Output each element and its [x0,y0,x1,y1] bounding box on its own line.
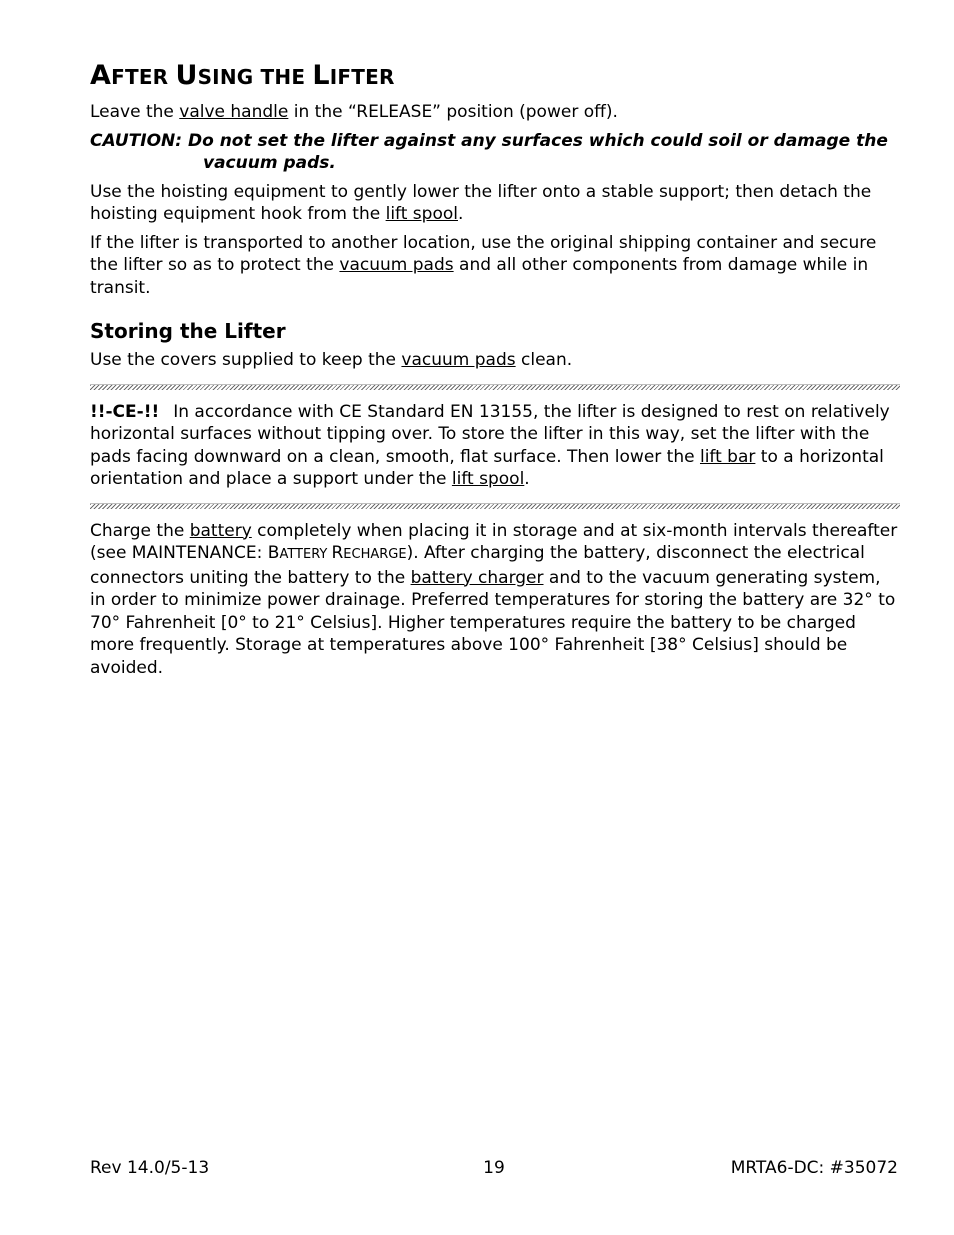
lift-bar-link[interactable]: lift bar [699,446,756,467]
text: Leave the [90,102,180,122]
lowering-paragraph [90,181,900,226]
covers-paragraph [90,349,900,372]
text: . [457,204,464,224]
heading-part: SING THE [197,65,313,89]
text: in the “RELEASE” position (power off). [288,102,618,122]
valve-handle-link[interactable]: valve handle [179,102,289,122]
heading-part: FTER [111,65,176,89]
text: clean. [515,350,573,370]
ce-paragraph [90,401,900,491]
text: Use the hoisting equipment to gently lower the lifter onto a stable support; then detach the hoisting equipment hook from the [90,181,872,224]
caution-line: CAUTION: Do not set the lifter against any surfaces which could soil or damage the [90,130,888,151]
hatched-divider [90,384,900,390]
section-heading [90,58,900,95]
lift-spool-link[interactable]: lift spool [385,204,458,224]
heading-part: IFTER [329,65,395,89]
text: ). After charging the battery, disconnect the electrical connectors uniting the battery to the [90,543,865,588]
vacuum-pads-link[interactable]: vacuum pads [339,255,454,275]
page-content [90,58,900,685]
text: to a horizontal orientation and place a support under the [90,446,884,489]
text: and all other components from damage while in transit. [90,255,869,298]
transport-paragraph [90,232,900,300]
revision-label: Rev 14.0/5-13 [90,1158,210,1178]
caution-line: vacuum pads. [203,152,336,173]
text: In accordance with CE Standard EN 13155, the lifter is designed to rest on relatively horizontal surfaces without tipping over. To store the lifter in this way, set the lifter with the pads facing downward on a clean, smooth, flat surface. Then lower the [90,401,890,467]
hatched-divider [90,503,900,509]
heading-part: L [312,60,330,91]
text: Use the covers supplied to keep the [90,350,402,370]
battery-charger-link[interactable]: battery charger [410,567,544,588]
battery-paragraph [90,520,900,680]
lift-spool-link[interactable]: lift spool [451,469,525,489]
small-caps-text: R [331,543,344,563]
valve-handle-paragraph [90,101,900,124]
text: If the lifter is transported to another location, use the original shipping container and secure the lifter so as to protect the [90,232,877,275]
heading-part: U [175,60,198,91]
ce-tag: !!-CE-!! [90,401,160,422]
battery-link[interactable]: battery [189,520,252,541]
small-caps-text: ECHARGE [343,547,407,562]
caution-note [90,130,900,174]
vacuum-pads-link[interactable]: vacuum pads [401,350,516,370]
text: completely when placing it in storage and at six-month intervals thereafter (see MAINTENANCE: [90,520,898,563]
heading-part: A [90,60,112,91]
small-caps-text: ATTERY [279,547,332,562]
small-caps-text: B [267,543,280,563]
page-number: 19 [483,1158,505,1178]
storing-heading: Storing the Lifter [90,319,286,343]
text: . [524,469,530,489]
page-footer [90,1157,898,1181]
model-number: MRTA6-DC: #35072 [730,1158,898,1178]
text: Charge the [90,520,190,541]
text: and to the vacuum generating system, in order to minimize power drainage. Preferred temperatures for storing the battery are 32° to 70° Fahrenheit [0° to 21° Celsius]. Higher temperatures require the battery to be charged more frequently. Storage at temperatures above 100° Fahrenheit [38° Celsius] should be avoided. [90,567,896,678]
